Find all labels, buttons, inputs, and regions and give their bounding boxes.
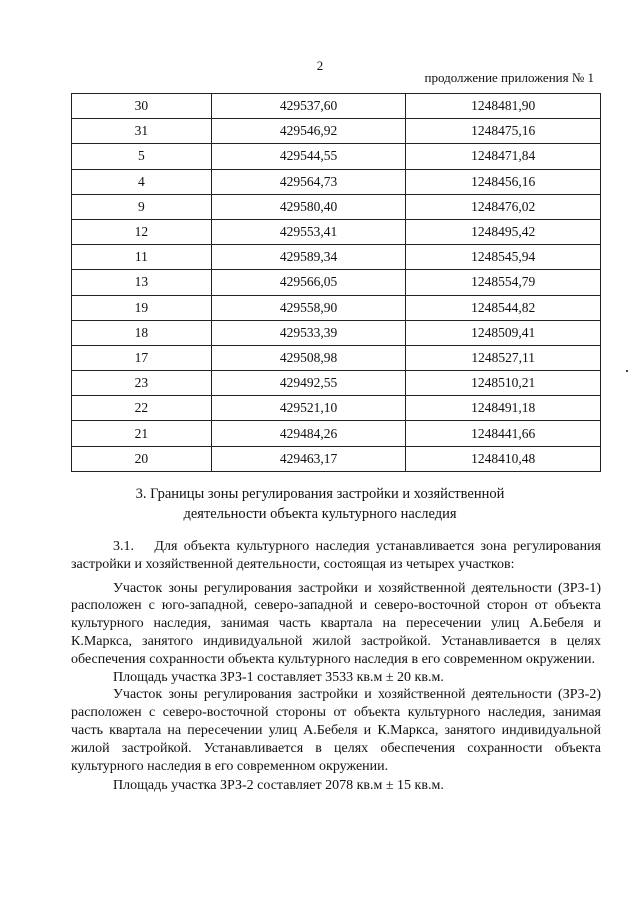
point-number-cell: 5	[72, 144, 212, 169]
x-coordinate-cell: 429544,55	[211, 144, 406, 169]
scan-speck	[626, 370, 628, 372]
x-coordinate-cell: 429533,39	[211, 320, 406, 345]
table-row	[72, 270, 601, 295]
x-coordinate-cell: 429463,17	[211, 446, 406, 471]
x-coordinate-cell: 429537,60	[211, 94, 406, 119]
x-coordinate-cell: 429566,05	[211, 270, 406, 295]
point-number-cell: 20	[72, 446, 212, 471]
y-coordinate-cell: 1248441,66	[406, 421, 601, 446]
x-coordinate-cell: 429558,90	[211, 295, 406, 320]
y-coordinate-cell: 1248456,16	[406, 169, 601, 194]
x-coordinate-cell: 429521,10	[211, 396, 406, 421]
point-number-cell: 13	[72, 270, 212, 295]
point-number-cell: 11	[72, 245, 212, 270]
x-coordinate-cell: 429564,73	[211, 169, 406, 194]
point-number-cell: 23	[72, 371, 212, 396]
y-coordinate-cell: 1248491,18	[406, 396, 601, 421]
x-coordinate-cell: 429546,92	[211, 119, 406, 144]
point-number-cell: 22	[72, 396, 212, 421]
appendix-continuation-label: продолжение приложения № 1	[424, 70, 594, 85]
coordinates-table-body	[72, 94, 601, 472]
y-coordinate-cell: 1248545,94	[406, 245, 601, 270]
table-row	[72, 245, 601, 270]
y-coordinate-cell: 1248527,11	[406, 345, 601, 370]
point-number-cell: 17	[72, 345, 212, 370]
y-coordinate-cell: 1248554,79	[406, 270, 601, 295]
section-title-line-1: 3. Границы зоны регулирования застройки и хозяйственной	[135, 486, 505, 502]
paragraph-zrz-1-area: Площадь участка ЗРЗ-1 составляет 3533 кв.м ± 20 кв.м.	[113, 669, 444, 685]
table-row	[72, 219, 601, 244]
table-row	[72, 194, 601, 219]
y-coordinate-cell: 1248481,90	[406, 94, 601, 119]
table-row	[72, 144, 601, 169]
table-row	[72, 94, 601, 119]
y-coordinate-cell: 1248475,16	[406, 119, 601, 144]
table-row	[72, 446, 601, 471]
table-row	[72, 396, 601, 421]
x-coordinate-cell: 429580,40	[211, 194, 406, 219]
point-number-cell: 30	[72, 94, 212, 119]
x-coordinate-cell: 429508,98	[211, 345, 406, 370]
paragraph-zrz-2: Участок зоны регулирования застройки и хозяйственной деятельности (ЗРЗ-2) расположен с северо-восточной стороны от объекта культурного наследия, занимая часть квартала на пересечении улиц А.Бебеля и К.Маркса, занятого индивидуальной жилой застройкой. Устанавливается в целях обеспечения сохранности объекта культурного наследия в его современном окружении.	[71, 687, 601, 774]
table-row	[72, 119, 601, 144]
paragraph-3-1: 3.1. Для объекта культурного наследия устанавливается зона регулирования застройки и хозяйственной деятельности, состоящая из четырех участков:	[71, 539, 601, 572]
x-coordinate-cell: 429492,55	[211, 371, 406, 396]
table-row	[72, 421, 601, 446]
coordinates-table	[71, 93, 601, 472]
x-coordinate-cell: 429589,34	[211, 245, 406, 270]
y-coordinate-cell: 1248471,84	[406, 144, 601, 169]
section-body	[71, 538, 601, 795]
y-coordinate-cell: 1248544,82	[406, 295, 601, 320]
section-title-line-2: деятельности объекта культурного наследия	[183, 506, 457, 522]
table-row	[72, 345, 601, 370]
point-number-cell: 21	[72, 421, 212, 446]
y-coordinate-cell: 1248509,41	[406, 320, 601, 345]
table-row	[72, 169, 601, 194]
table-row	[72, 295, 601, 320]
point-number-cell: 19	[72, 295, 212, 320]
table-row	[72, 371, 601, 396]
y-coordinate-cell: 1248495,42	[406, 219, 601, 244]
y-coordinate-cell: 1248510,21	[406, 371, 601, 396]
table-row	[72, 320, 601, 345]
point-number-cell: 9	[72, 194, 212, 219]
y-coordinate-cell: 1248410,48	[406, 446, 601, 471]
point-number-cell: 31	[72, 119, 212, 144]
point-number-cell: 12	[72, 219, 212, 244]
point-number-cell: 18	[72, 320, 212, 345]
y-coordinate-cell: 1248476,02	[406, 194, 601, 219]
page-number: 2	[316, 58, 324, 73]
paragraph-zrz-1: Участок зоны регулирования застройки и хозяйственной деятельности (ЗРЗ-1) расположен с юго-западной, северо-западной и северо-восточной сторон от объекта культурного наследия, занимая часть квартала на пересечении улиц А.Бебеля и К.Маркса, занятого индивидуальной жилой застройкой. Устанавливается в целях обеспечения сохранности объекта культурного наследия в его современном окружении.	[71, 580, 601, 667]
point-number-cell: 4	[72, 169, 212, 194]
x-coordinate-cell: 429553,41	[211, 219, 406, 244]
section-title	[60, 484, 580, 524]
x-coordinate-cell: 429484,26	[211, 421, 406, 446]
paragraph-zrz-2-area: Площадь участка ЗРЗ-2 составляет 2078 кв.м ± 15 кв.м.	[113, 778, 444, 794]
